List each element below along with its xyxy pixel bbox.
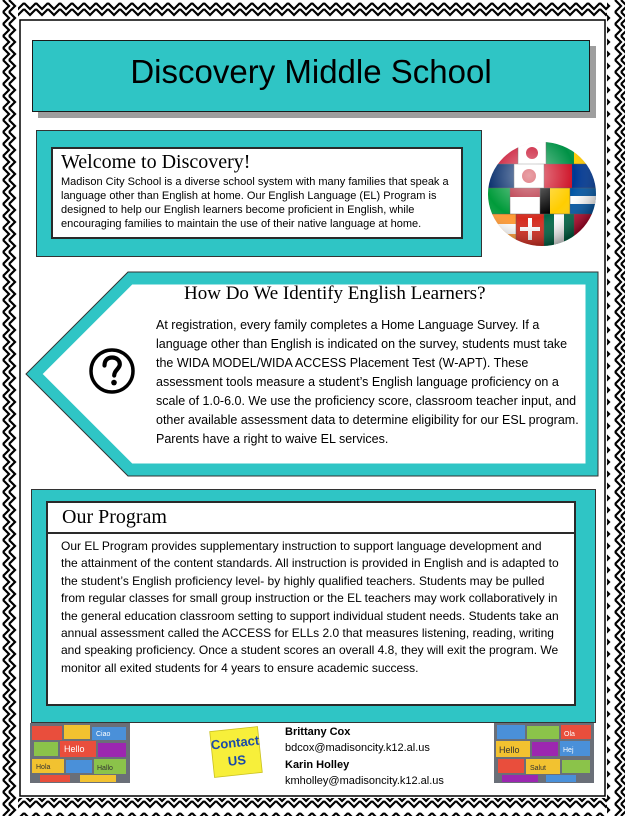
- hello-languages-image-right: [494, 723, 594, 783]
- program-heading: Our Program: [62, 506, 167, 528]
- image-word: Salut: [530, 765, 546, 772]
- welcome-box: [51, 147, 463, 239]
- contact-name: Karin Holley: [285, 758, 350, 771]
- contact-email[interactable]: kmholley@madisoncity.k12.al.us: [285, 775, 444, 788]
- contact-name: Brittany Cox: [285, 726, 351, 738]
- image-word: Ola: [564, 731, 575, 738]
- image-word: Hello: [499, 745, 520, 755]
- question-mark-icon: [88, 347, 136, 395]
- image-word: Hello: [64, 744, 85, 754]
- image-word: Hej: [563, 747, 574, 754]
- program-text: Our EL Program provides supplementary instruction to support language development and the attainment of the content standards. All instruction is provided in English and is adapted to the student’s English proficiency level- by highly qualified teachers. Students may be pulled from regular classes for small group instruction or the EL teachers may work collaboratively in the general education classroom setting to support individual student needs. Students take an annual assessment called the ACCESS for ELLs 2.0 that measures listening, reading, writing and speaking proficiency. Once a student scores an overall 4.8, they will exit the program. We monitor all exited students for 4 years to ensure academic success.: [61, 539, 559, 675]
- welcome-text: Madison City School is a diverse school system with many families that speak a language other than English at home. Our English Language (EL) Program is designed to help our English learners become proficient in English, while encouraging families to maintain the use of their native language at home.: [61, 176, 449, 230]
- welcome-section: [36, 130, 482, 257]
- identify-heading: How Do We Identify English Learners?: [184, 283, 486, 304]
- image-word: Hallo: [97, 765, 113, 772]
- program-heading-box: [46, 501, 576, 534]
- program-box: [46, 534, 576, 706]
- welcome-heading: Welcome to Discovery!: [61, 151, 251, 173]
- contact-email[interactable]: bdcox@madisoncity.k12.al.us: [285, 742, 430, 755]
- identify-text: At registration, every family completes a Home Language Survey. If a language other than English is indicated on the survey, students must take the WIDA MODEL/WIDA ACCESS Placement Test (W-APT). These assessment tools measure a student’s English language proficiency on a scale of 1.0-6.0. We use the proficiency score, classroom teacher input, and other available assessment data to determine eligibility for our ESL program. Parents have a right to waive EL services.: [156, 318, 579, 446]
- flag-globe-image: [484, 138, 600, 250]
- image-word: Hola: [36, 764, 51, 771]
- title-banner: [32, 40, 590, 112]
- hello-languages-image-left: [30, 723, 130, 783]
- contact-us-note: [207, 724, 265, 780]
- contact-list: [285, 724, 444, 790]
- contact-note-line1: Contact: [210, 732, 260, 753]
- page-title: Discovery Middle School: [130, 53, 492, 90]
- contact-note-line2: US: [227, 752, 247, 769]
- image-word: Ciao: [96, 731, 111, 738]
